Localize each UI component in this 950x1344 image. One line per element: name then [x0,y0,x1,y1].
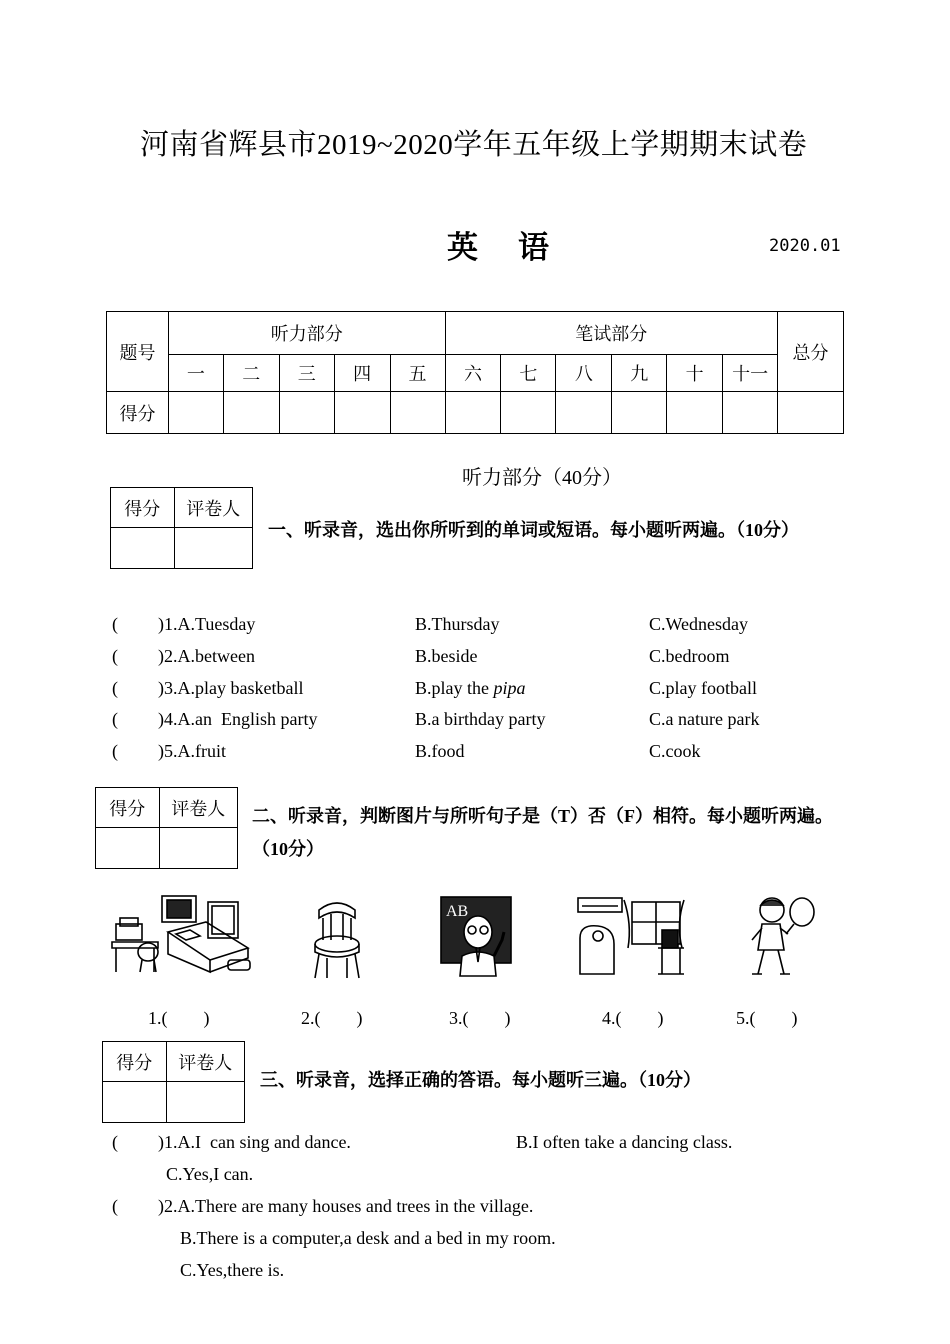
option-b: B.I often take a dancing class. [516,1132,733,1152]
score-cell[interactable] [612,392,667,434]
header-total: 总分 [778,312,844,392]
grader-cell[interactable] [159,828,237,869]
grader-score-label: 得分 [96,788,160,828]
option-b: B.a birthday party [415,709,546,729]
option-b-text: B.play the [415,678,494,698]
grader-score-cell[interactable] [103,1082,167,1123]
header-tihao: 题号 [107,312,169,392]
grader-table-3 [102,1041,245,1123]
option-c: C.bedroom [649,646,730,666]
score-cell[interactable] [334,392,390,434]
grader-score-cell[interactable] [111,528,175,569]
score-cell[interactable] [279,392,334,434]
score-cell[interactable] [723,392,778,434]
option-b-italic: pipa [493,678,526,698]
option-c: C.play football [649,678,757,698]
option-a: )3.A.play basketball [158,678,304,698]
living-room-picture [576,894,688,976]
option-b: B.There is a computer,a desk and a bed in my room. [180,1228,556,1248]
subject-title: 英语 [447,230,589,265]
question-row [112,614,852,640]
grader-table-1 [110,487,253,569]
numeral-cell: 七 [501,355,556,392]
question-row [112,678,852,704]
numeral-cell: 八 [556,355,612,392]
grader-score-label: 得分 [103,1042,167,1082]
grader-cell[interactable] [174,528,252,569]
option-c: C.Wednesday [649,614,749,634]
option-c: C.Yes,there is. [180,1260,285,1280]
answer-paren[interactable]: ( [112,646,118,666]
header-writing: 笔试部分 [445,312,778,355]
section2-instruction: 二、听录音，判断图片与所听句子是（T）否（F）相符。每小题听两遍。（10分） [252,806,833,859]
exam-date: 2020.01 [769,236,841,256]
question-row [112,646,852,672]
numeral-cell: 九 [612,355,667,392]
numeral-cell: 四 [334,355,390,392]
boy-ping-pong-picture [744,894,816,978]
picture-answer-1[interactable]: 1.( ) [148,1008,210,1028]
option-b [415,678,526,699]
numeral-cell: 十一 [723,355,778,392]
answer-paren[interactable]: ( [112,678,118,698]
option-c: C.Yes,I can. [166,1164,254,1184]
option-a: )5.A.fruit [158,741,226,761]
option-b: B.food [415,741,465,761]
svg-text:AB: AB [446,903,469,920]
option-b: B.Thursday [415,614,500,634]
score-cell[interactable] [223,392,279,434]
answer-paren[interactable]: ( [112,741,118,761]
score-row-label: 得分 [107,392,169,434]
score-cell[interactable] [667,392,723,434]
grader-label: 评卷人 [174,488,252,528]
numeral-cell: 六 [445,355,501,392]
picture-answer-4[interactable]: 4.( ) [602,1008,664,1028]
grader-cell[interactable] [166,1082,244,1123]
question-row [112,709,852,735]
question-row [112,1196,852,1222]
answer-paren[interactable]: ( [112,709,118,729]
answer-paren[interactable]: ( [112,1132,118,1152]
score-cell[interactable] [168,392,223,434]
teacher-picture [440,896,512,978]
score-cell[interactable] [445,392,501,434]
score-cell[interactable] [556,392,612,434]
score-table [106,311,844,434]
exam-title: 河南省辉县市2019~2020学年五年级上学期期末试卷 [140,129,808,161]
answer-paren[interactable]: ( [112,1196,118,1216]
option-c: C.a nature park [649,709,760,729]
score-cell[interactable] [778,392,844,434]
section1-instruction: 一、听录音，选出你所听到的单词或短语。每小题听两遍。（10分） [268,520,799,540]
numeral-cell: 三 [279,355,334,392]
numeral-cell: 十 [667,355,723,392]
option-a: )1.A.Tuesday [158,614,256,634]
chair-picture [307,896,367,980]
grader-score-label: 得分 [111,488,175,528]
numeral-cell: 五 [390,355,445,392]
option-a: )1.A.I can sing and dance. [158,1132,351,1152]
grader-table-2 [95,787,238,869]
option-b: B.beside [415,646,478,666]
picture-answer-2[interactable]: 2.( ) [301,1008,363,1028]
section3-instruction: 三、听录音，选择正确的答语。每小题听三遍。（10分） [260,1070,701,1090]
grader-score-cell[interactable] [96,828,160,869]
question-row [112,741,852,767]
grader-label: 评卷人 [166,1042,244,1082]
score-cell[interactable] [501,392,556,434]
grader-label: 评卷人 [159,788,237,828]
bedroom-scene-picture [110,892,260,978]
header-listening: 听力部分 [168,312,445,355]
answer-paren[interactable]: ( [112,614,118,634]
picture-answer-5[interactable]: 5.( ) [736,1008,798,1028]
option-a: )2.A.between [158,646,255,666]
numeral-cell: 二 [223,355,279,392]
score-cell[interactable] [390,392,445,434]
listening-section-header: 听力部分（40分） [462,467,622,489]
option-c: C.cook [649,741,701,761]
question-row [112,1132,852,1158]
picture-answer-3[interactable]: 3.( ) [449,1008,511,1028]
option-a: )2.A.There are many houses and trees in the village. [158,1196,534,1216]
option-a: )4.A.an English party [158,709,318,729]
numeral-cell: 一 [168,355,223,392]
